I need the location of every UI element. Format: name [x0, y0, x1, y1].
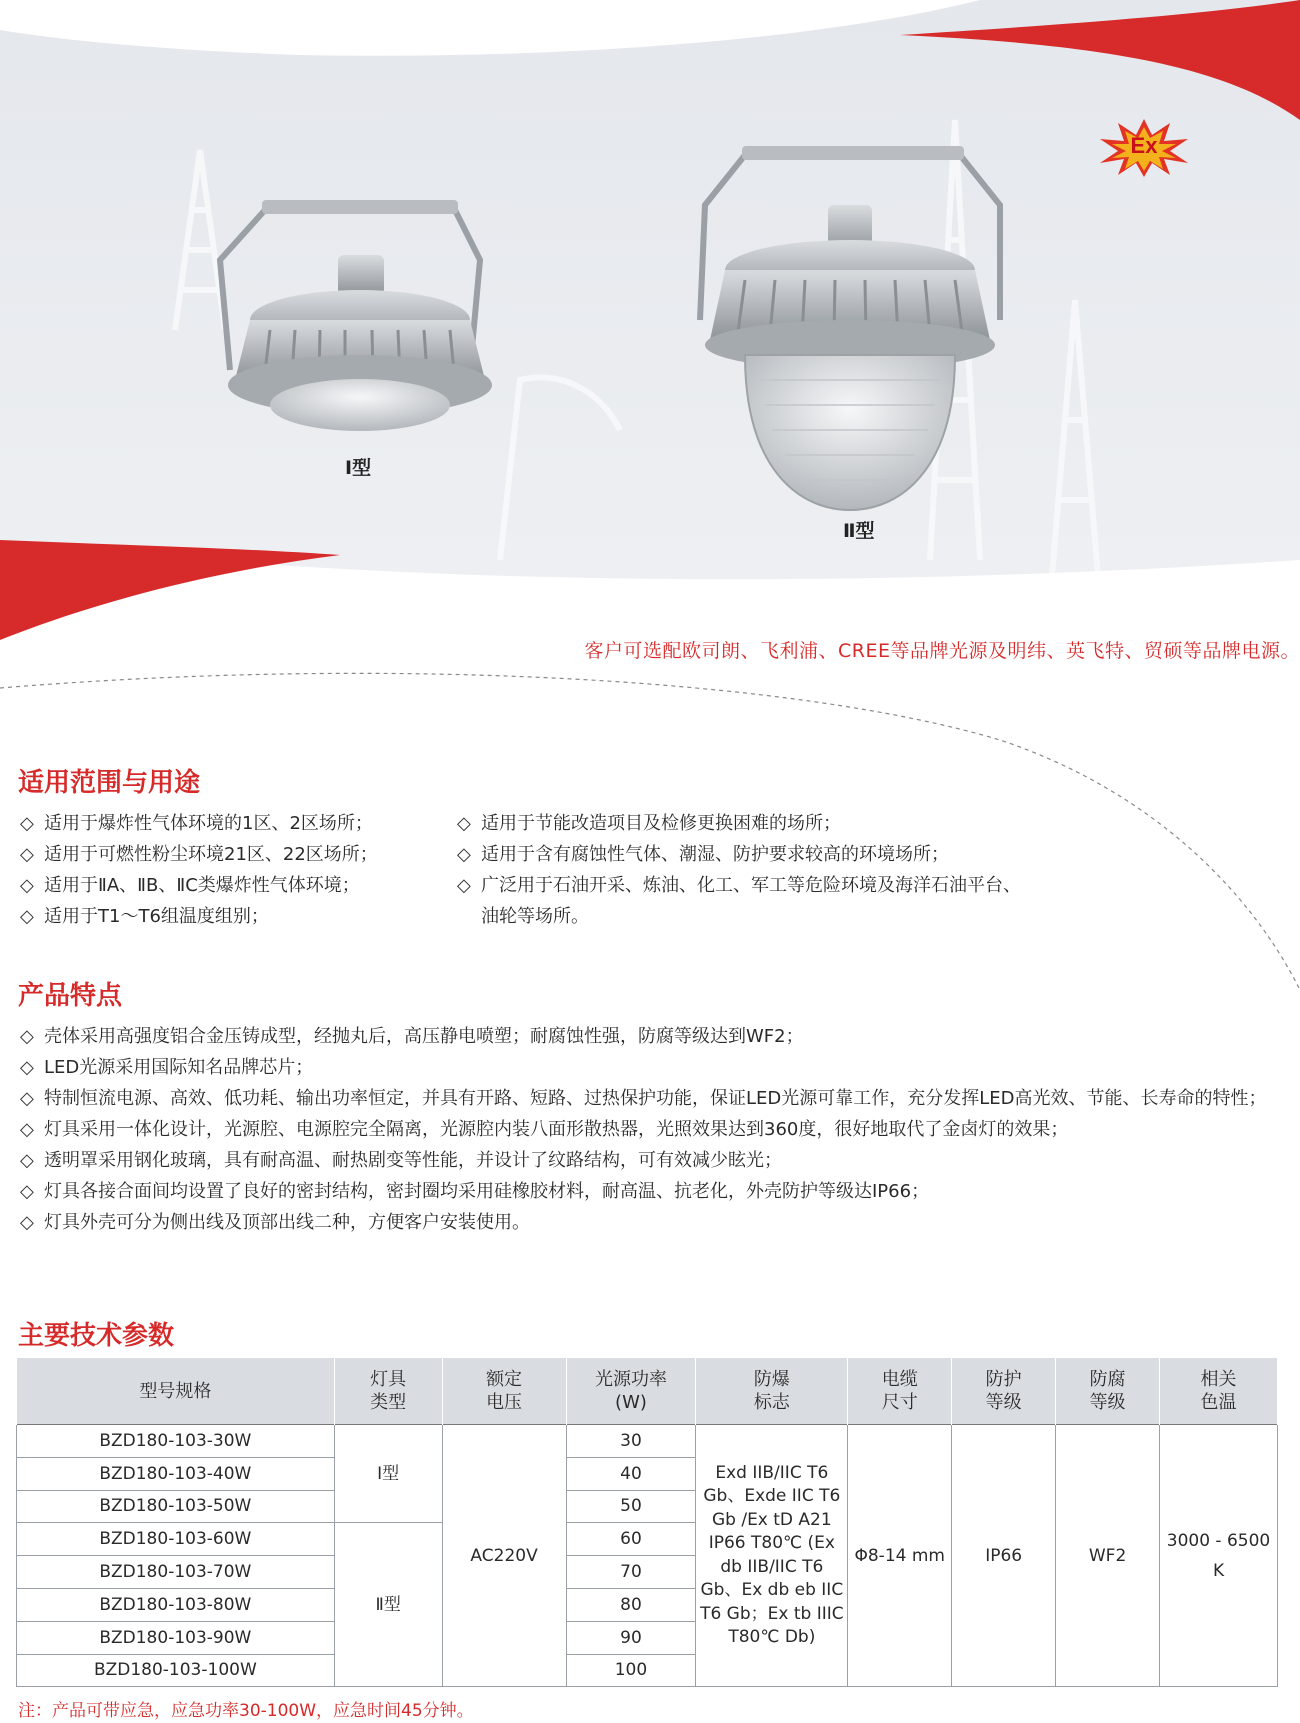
header-corrosion: 防腐 等级 — [1056, 1358, 1160, 1425]
cell-cable: Φ8-14 mm — [848, 1425, 952, 1687]
list-item: ◇ 广泛用于石油开采、炼油、化工、军工等危险环境及海洋石油平台、 — [457, 875, 1021, 896]
list-item: ◇ 适用于可燃性粉尘环境21区、22区场所； — [20, 844, 378, 865]
cell-model: BZD180-103-40W — [17, 1457, 335, 1490]
cell-corrosion: WF2 — [1056, 1425, 1160, 1687]
cell-model: BZD180-103-100W — [17, 1654, 335, 1687]
lamp-type-1-label: Ⅰ型 — [345, 457, 372, 479]
scope-section-title: 适用范围与用途 — [18, 768, 201, 798]
ex-badge-text: Ex — [1130, 133, 1158, 158]
header-ip: 防护 等级 — [952, 1358, 1056, 1425]
list-item: ◇ 壳体采用高强度铝合金压铸成型，经抛丸后，高压静电喷塑；耐腐蚀性强，防腐等级达到WF2； — [20, 1026, 804, 1047]
cell-power: 40 — [566, 1457, 696, 1490]
cell-type-1: Ⅰ型 — [334, 1425, 442, 1523]
specs-section-title: 主要技术参数 — [18, 1321, 175, 1351]
cell-voltage: AC220V — [442, 1425, 566, 1687]
cell-power: 90 — [566, 1621, 696, 1654]
hero-background — [0, 0, 1300, 640]
list-item: ◇ 适用于ⅡA、ⅡB、ⅡC类爆炸性气体环境； — [20, 875, 360, 896]
list-item: ◇ 灯具外壳可分为侧出线及顶部出线二种，方便客户安装使用。 — [20, 1212, 530, 1233]
footnote: 注：产品可带应急，应急功率30-100W，应急时间45分钟。 — [18, 1701, 474, 1721]
scope-right-list — [455, 808, 1021, 932]
list-item: ◇ 灯具采用一体化设计，光源腔、电源腔完全隔离，光源腔内装八面形散热器，光照效果达到360度，很好地取代了金卤灯的效果； — [20, 1119, 1069, 1140]
spec-table-header-row — [17, 1358, 1278, 1425]
list-item: ◇ 适用于含有腐蚀性气体、潮湿、防护要求较高的环境场所； — [457, 844, 949, 865]
cell-power: 80 — [566, 1588, 696, 1621]
cell-model: BZD180-103-30W — [17, 1425, 335, 1458]
list-item: ◇ LED光源采用国际知名品牌芯片； — [20, 1057, 314, 1078]
cell-model: BZD180-103-60W — [17, 1523, 335, 1556]
header-cct: 相关 色温 — [1160, 1358, 1278, 1425]
cell-type-2: Ⅱ型 — [334, 1523, 442, 1687]
features-section-title: 产品特点 — [18, 981, 123, 1011]
cell-cct: 3000 - 6500 K — [1160, 1425, 1278, 1687]
list-item: ◇ 透明罩采用钢化玻璃，具有耐高温、耐热剧变等性能，并设计了纹路结构，可有效减少眩光； — [20, 1150, 782, 1171]
supplier-note: 客户可选配欧司朗、飞利浦、CREE等品牌光源及明纬、英飞特、贸硕等品牌电源。 — [584, 640, 1300, 662]
list-item: ◇ 特制恒流电源、高效、低功耗、输出功率恒定，并具有开路、短路、过热保护功能，保证LED光源可靠工作，充分发挥LED高光效、节能、长寿命的特性； — [20, 1088, 1267, 1109]
cell-power: 100 — [566, 1654, 696, 1687]
spec-table — [16, 1358, 1278, 1687]
header-voltage: 额定 电压 — [442, 1358, 566, 1425]
cell-power: 30 — [566, 1425, 696, 1458]
list-item: ◇ 适用于爆炸性气体环境的1区、2区场所； — [20, 813, 373, 834]
list-item-continuation: 油轮等场所。 — [481, 906, 589, 927]
cell-power: 50 — [566, 1490, 696, 1523]
header-power: 光源功率 (W) — [566, 1358, 696, 1425]
ex-explosion-proof-badge — [1098, 117, 1190, 179]
header-type: 灯具 类型 — [334, 1358, 442, 1425]
list-item: ◇ 适用于T1～T6组温度组别； — [20, 906, 269, 927]
cell-power: 70 — [566, 1556, 696, 1589]
header-model: 型号规格 — [17, 1358, 335, 1425]
cell-model: BZD180-103-90W — [17, 1621, 335, 1654]
cell-model: BZD180-103-50W — [17, 1490, 335, 1523]
table-row — [17, 1425, 1278, 1458]
hero-banner — [0, 0, 1300, 640]
cell-model: BZD180-103-70W — [17, 1556, 335, 1589]
cell-power: 60 — [566, 1523, 696, 1556]
list-item: ◇ 适用于节能改造项目及检修更换困难的场所； — [457, 813, 841, 834]
header-cable: 电缆 尺寸 — [848, 1358, 952, 1425]
cell-ip: IP66 — [952, 1425, 1056, 1687]
cell-model: BZD180-103-80W — [17, 1588, 335, 1621]
features-list — [18, 1021, 1283, 1238]
cell-ex-mark: Exd IIB/IIC T6 Gb、Exde IIC T6 Gb /Ex tD A21 IP66 T80℃ (Ex db IIB/IIC T6 Gb、Ex db eb IIC T6 Gb；Ex tb IIIC T80℃ Db) — [696, 1425, 848, 1687]
scope-left-list — [18, 808, 378, 932]
lamp-type-2-label: Ⅱ型 — [843, 520, 875, 542]
list-item: ◇ 灯具各接合面间均设置了良好的密封结构，密封圈均采用硅橡胶材料，耐高温、抗老化，外壳防护等级达IP66； — [20, 1181, 930, 1202]
header-ex-mark: 防爆 标志 — [696, 1358, 848, 1425]
